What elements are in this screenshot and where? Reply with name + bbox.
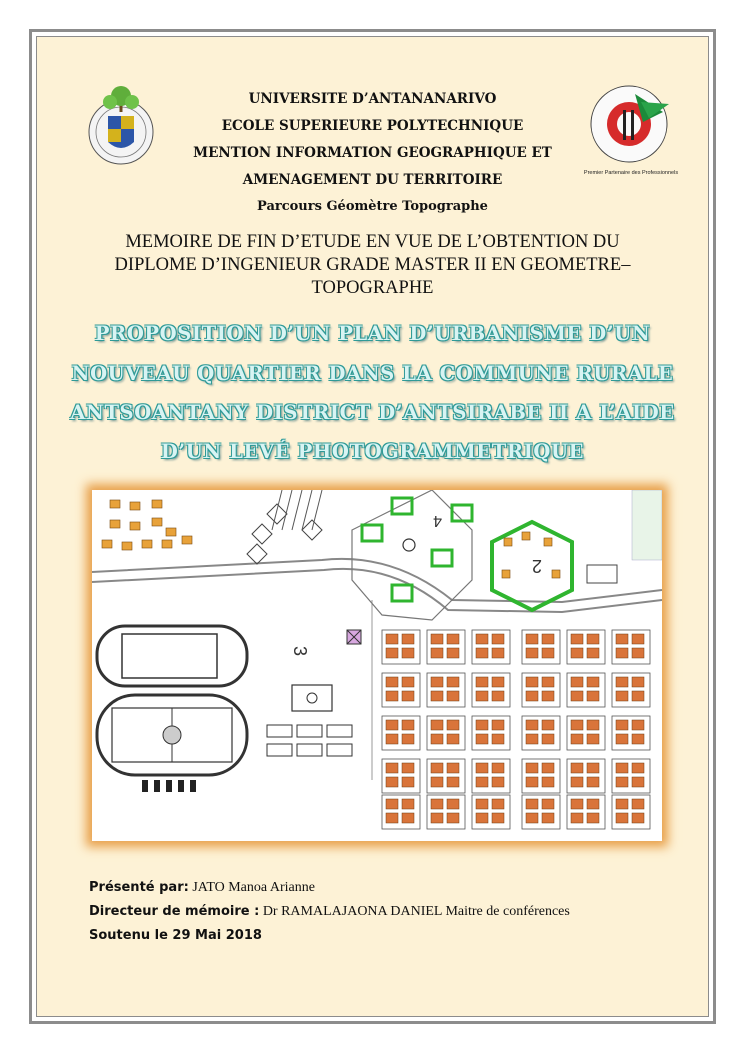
memoire-line-3: TOPOGRAPHE xyxy=(311,278,434,298)
title-line-3: ANTSOANTANY DISTRICT D’ANTSIRABE II A L’AIDE xyxy=(70,401,675,424)
zone-3-label: 3 xyxy=(290,646,310,657)
title-line-2: NOUVEAU QUARTIER DANS LA COMMUNE RURALE xyxy=(71,362,674,385)
thesis-director-label: Directeur de mémoire : xyxy=(89,904,260,919)
urban-plan-drawing xyxy=(92,490,662,841)
memoire-line-2: DIPLOME D’INGENIEUR GRADE MASTER II EN GEOMETRE– xyxy=(114,255,631,275)
urban-plan-image xyxy=(92,490,662,841)
defense-date-text: Soutenu le 29 Mai 2018 xyxy=(89,928,262,943)
zone-2-label: 2 xyxy=(531,556,542,576)
presented-by-value: JATO Manoa Arianne xyxy=(188,880,315,895)
title-line-1: PROPOSITION D’UN PLAN D’URBANISME D’UN xyxy=(94,322,651,345)
mention-line-2: AMENAGEMENT DU TERRITOIRE xyxy=(242,172,503,188)
thesis-director xyxy=(89,904,570,920)
school-logo-tagline: Premier Partenaire des Professionnels xyxy=(583,170,679,176)
university-name: UNIVERSITE D’ANTANANARIVO xyxy=(248,91,497,107)
presented-by xyxy=(89,880,315,896)
memoire-statement xyxy=(60,231,685,300)
presented-by-label: Présenté par: xyxy=(89,880,189,895)
mention-line-1: MENTION INFORMATION GEOGRAPHIQUE ET xyxy=(193,145,552,161)
school-name: ECOLE SUPERIEURE POLYTECHNIQUE xyxy=(221,118,524,134)
thesis-director-value: Dr RAMALAJAONA DANIEL Maitre de conférences xyxy=(259,904,570,919)
defense-date xyxy=(89,928,262,944)
parcours: Parcours Géomètre Topographe xyxy=(257,199,488,214)
memoire-line-1: MEMOIRE DE FIN D’ETUDE EN VUE DE L’OBTENTION DU xyxy=(125,232,620,252)
title-line-4: D’UN LEVÉ PHOTOGRAMMETRIQUE xyxy=(160,440,585,463)
zone-4-label: 4 xyxy=(433,512,442,529)
